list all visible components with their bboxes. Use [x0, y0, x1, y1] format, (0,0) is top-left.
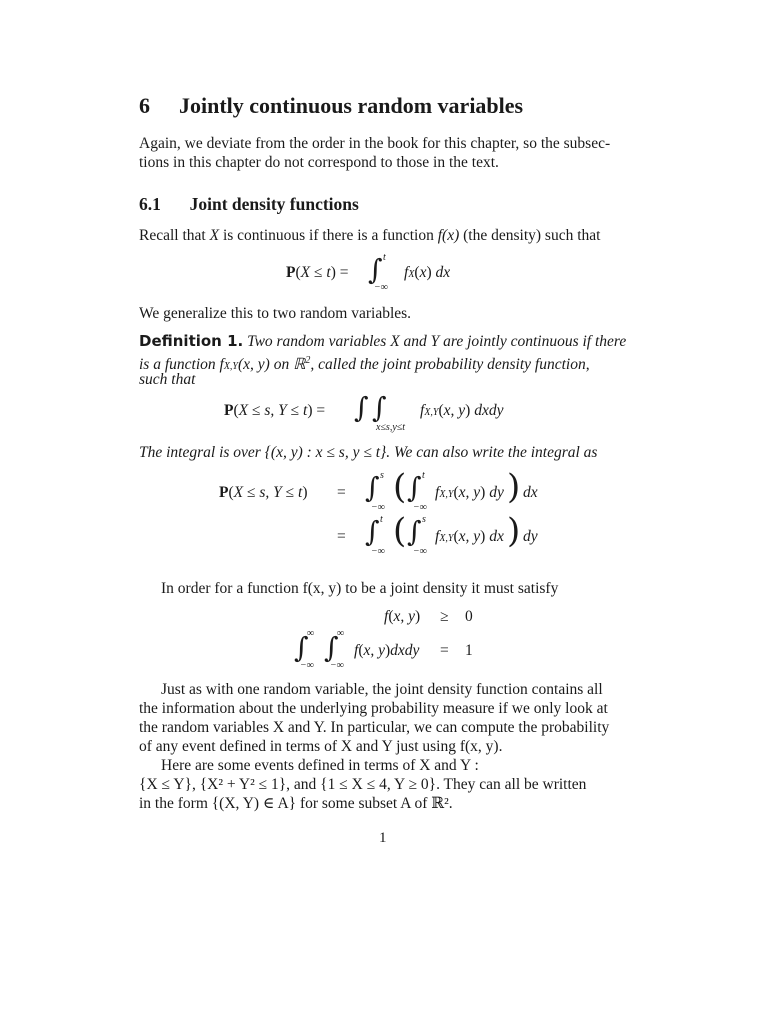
in-order-line: In order for a function f(x, y) to be a joint density it must satisfy: [161, 580, 559, 597]
para-line-1: Just as with one random variable, the joint density function contains all: [161, 681, 603, 698]
definition-line-3: such that: [139, 371, 196, 388]
equation-iterated: P(X ≤ s, Y ≤ t) = ∫ s −∞ ( ∫ t −∞ fX,Y(x, y) dy ) dx = ∫ t −∞ ( ∫ s −∞ fX,Y(x, y) dx ) dy: [219, 467, 538, 557]
integral-over-line: The integral is over {(x, y) : x ≤ s, y ≤ t}. We can also write the integral as: [139, 444, 598, 461]
para-line-6: {X ≤ Y}, {X² + Y² ≤ 1}, and {1 ≤ X ≤ 4, Y ≥ 0}. They can all be written: [139, 776, 587, 793]
para-line-7: in the form {(X, Y) ∈ A} for some subset A of ℝ².: [139, 795, 453, 812]
definition-line-2: [139, 351, 590, 376]
recall-text-1: Recall that: [139, 227, 210, 244]
definition-line-1: [139, 332, 626, 351]
def2-sup: 2: [305, 355, 311, 366]
recall-line: [139, 226, 600, 245]
para-line-3: the random variables X and Y. In particular, we can compute the probability: [139, 719, 610, 736]
equation-joint-cdf: P(X ≤ s, Y ≤ t) = ∫ ∫ x≤s,y≤t fX,Y(x, y) dxdy: [224, 391, 504, 433]
para-line-5: Here are some events defined in terms of X and Y :: [161, 757, 479, 774]
recall-var: X: [209, 227, 220, 244]
recall-text-2: is continuous if there is a function: [219, 227, 438, 244]
definition-text-1: Two random variables X and Y are jointly continuous if there: [247, 333, 627, 350]
equation-conditions: f(x, y) ≥ 0 ∫ ∞ −∞ ∫ ∞ −∞ f(x, y)dxdy = 1: [294, 608, 473, 671]
page-number: 1: [379, 830, 387, 846]
def2-pre: is a function f: [139, 356, 224, 374]
def2-mid: (x, y) on ℝ: [238, 356, 306, 374]
section-title: Jointly continuous random variables: [179, 93, 524, 118]
intro-line-1: Again, we deviate from the order in the book for this chapter, so the subsec-: [139, 135, 611, 152]
section-heading: [139, 93, 523, 119]
recall-text-3: (the density) such that: [459, 227, 601, 244]
subsection-title: Joint density functions: [189, 194, 359, 214]
recall-fx: f(x): [437, 227, 460, 244]
definition-label: Definition 1.: [139, 332, 244, 350]
def2-post: , called the joint probability density function,: [310, 356, 590, 374]
equation-cdf: P(X ≤ t) = ∫ t −∞ fX(x) dx: [286, 252, 451, 293]
intro-line-2: tions in this chapter do not correspond to those in the text.: [139, 154, 499, 171]
subsection-heading: [139, 194, 359, 215]
def2-sub: X,Y: [223, 361, 238, 373]
subsection-number: 6.1: [139, 194, 161, 214]
generalize-line: We generalize this to two random variables.: [139, 305, 412, 322]
para-line-2: the information about the underlying probability measure if we only look at: [139, 700, 608, 717]
section-number: 6: [139, 93, 150, 118]
para-line-4: of any event defined in terms of X and Y just using f(x, y).: [139, 738, 503, 755]
